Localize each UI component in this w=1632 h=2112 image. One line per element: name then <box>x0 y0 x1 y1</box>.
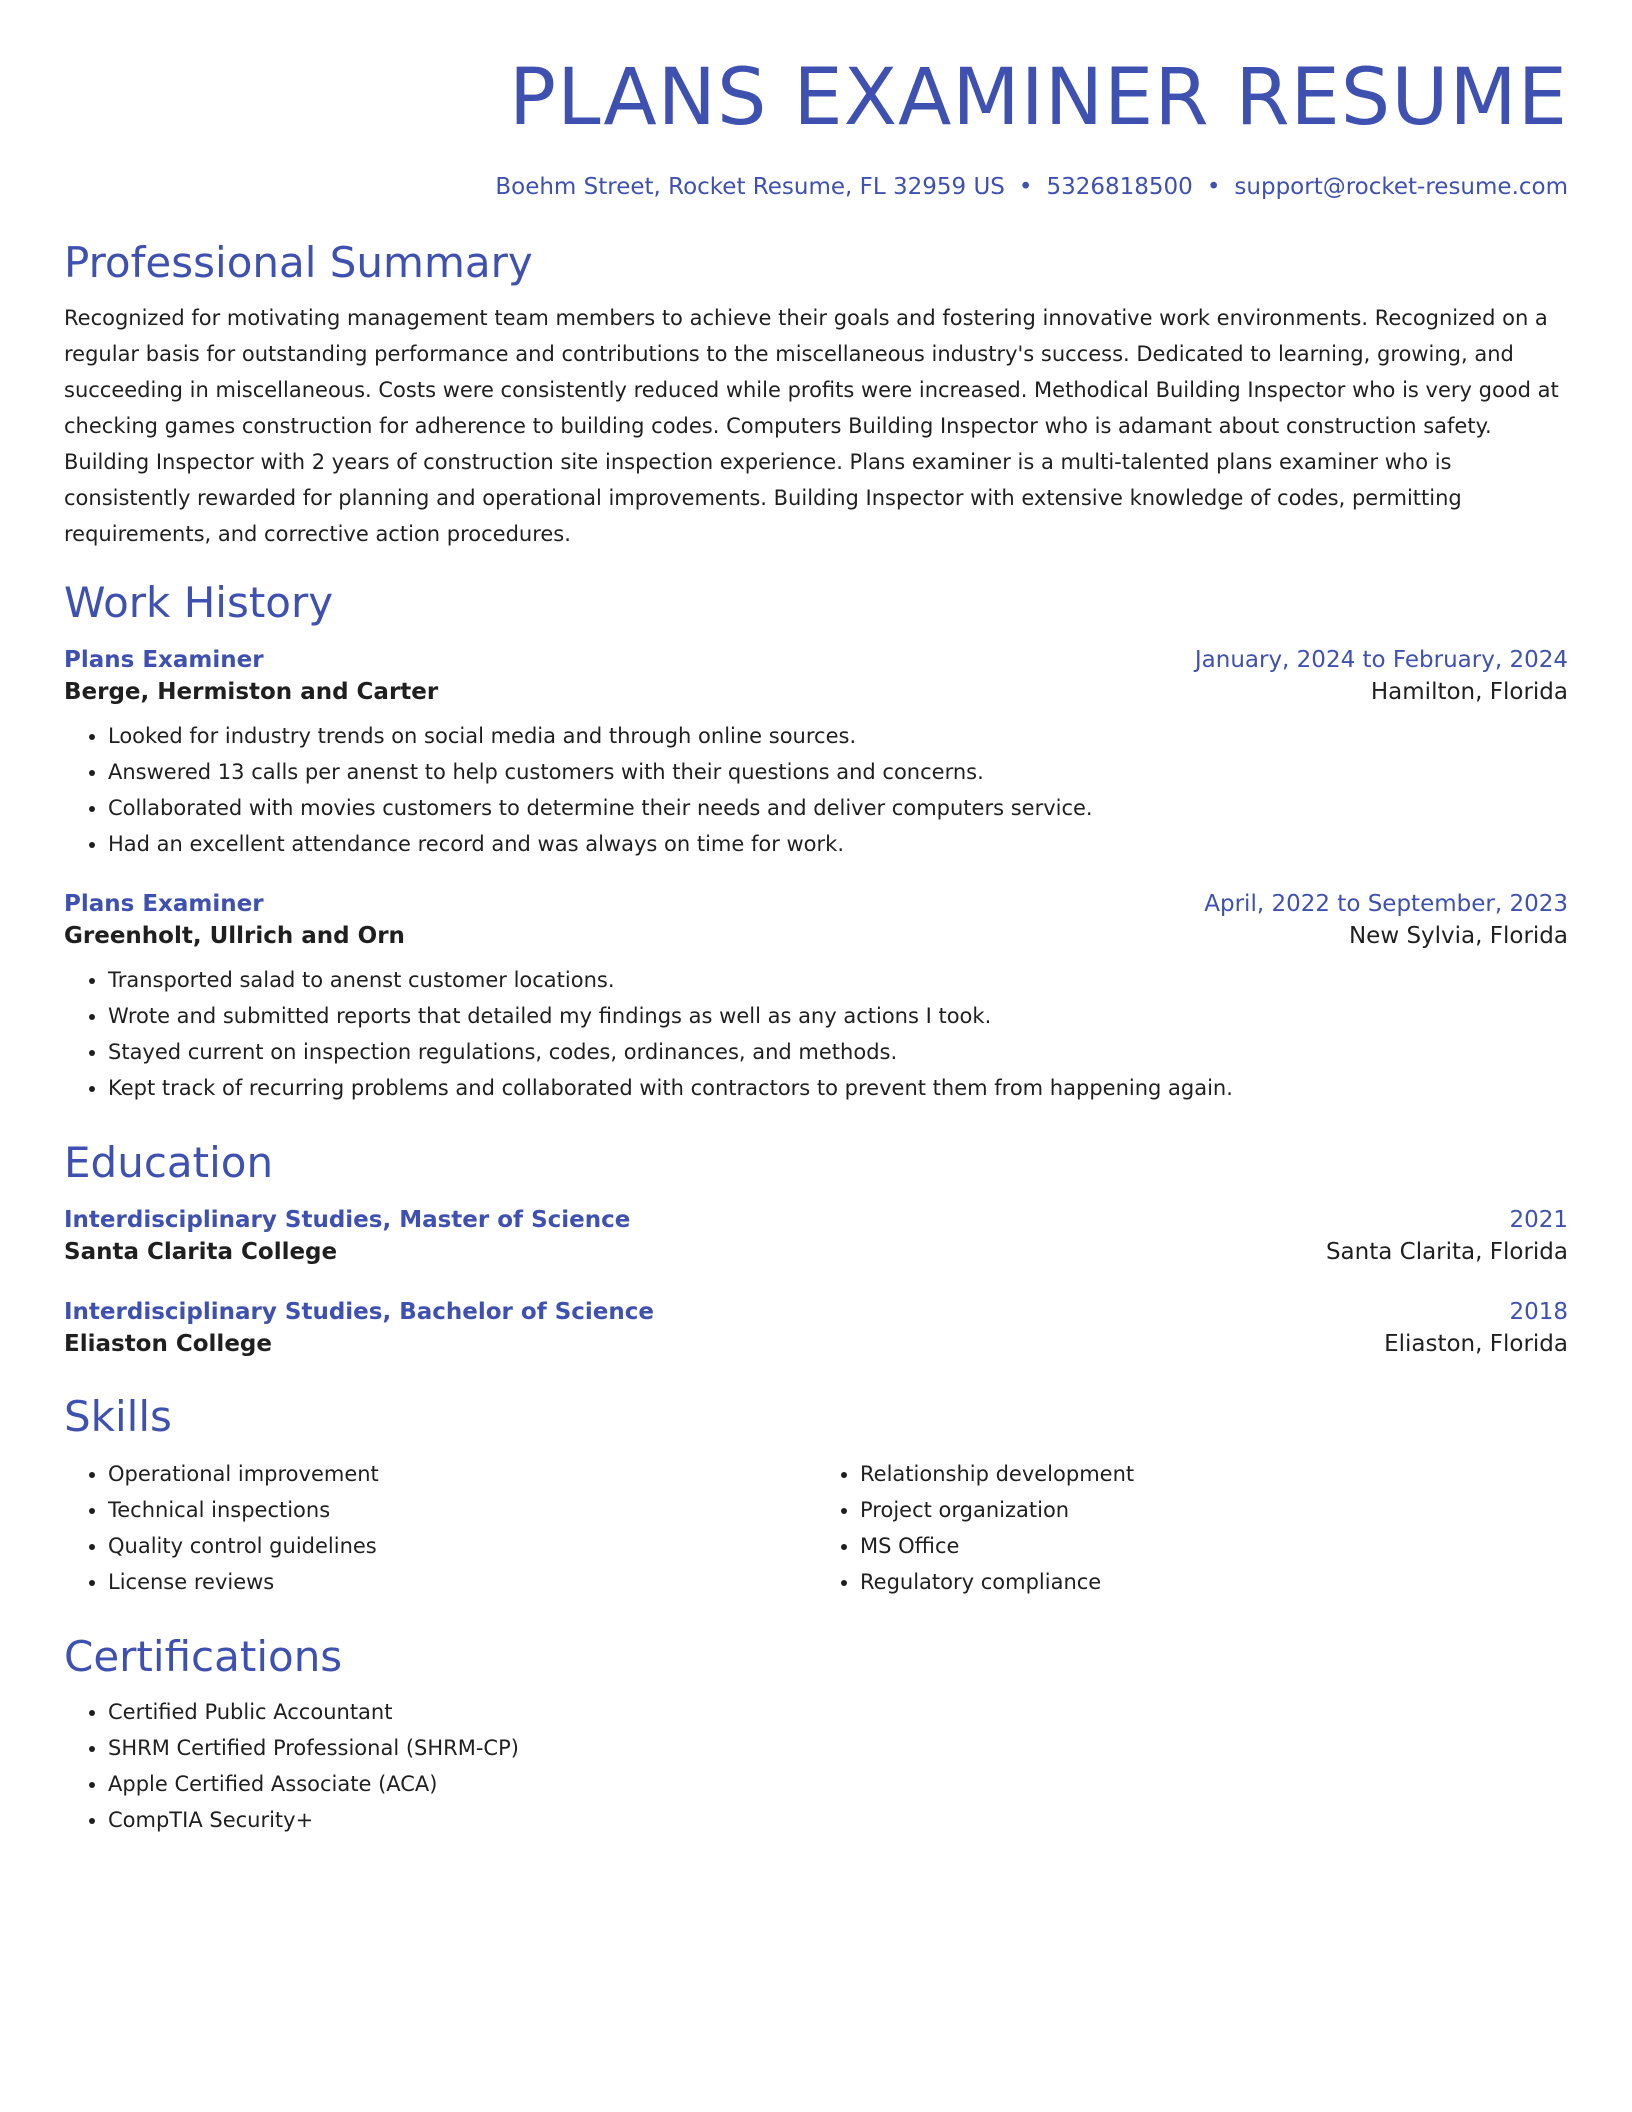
list-item: • SHRM Certified Professional (SHRM-CP) <box>108 1730 1568 1766</box>
resume-header <box>64 50 1568 202</box>
list-item: • Technical inspections <box>108 1492 816 1528</box>
list-item: • Quality control guidelines <box>108 1528 816 1564</box>
contact-separator: • <box>1206 174 1221 200</box>
education-degree: Interdisciplinary Studies, Master of Science <box>64 1207 631 1233</box>
job-role: Plans Examiner <box>64 891 264 917</box>
summary-text: Recognized for motivating management team members to achieve their goals and fostering innovative work environments. Recognized on a regular basis for outstanding performance and contributions to the miscellaneous industry's success. Dedicated to learning, growing, and succeeding in miscellaneous. Costs were consistently reduced while profits were increased. Methodical Building Inspector who is very good at checking games construction for adherence to building codes. Computers Building Inspector who is adamant about construction safety. Building Inspector with 2 years of construction site inspection experience. Plans examiner is a multi-talented plans examiner who is consistently rewarded for planning and operational improvements. Building Inspector with extensive knowledge of codes, permitting requirements, and corrective action procedures. <box>64 306 1559 546</box>
list-item: • MS Office <box>860 1528 1568 1564</box>
job-entry <box>64 888 1568 1106</box>
list-item: • Collaborated with movies customers to determine their needs and deliver computers service. <box>108 790 1568 826</box>
list-item: • Apple Certified Associate (ACA) <box>108 1766 1568 1802</box>
skills-list-right <box>816 1456 1568 1600</box>
job-bullets <box>64 962 1568 1106</box>
summary-heading: Professional Summary <box>64 238 533 287</box>
list-item: • Relationship development <box>860 1456 1568 1492</box>
contact-email: support@rocket-resume.com <box>1234 174 1568 200</box>
job-dates: January, 2024 to February, 2024 <box>1194 647 1568 673</box>
job-bullets <box>64 718 1568 862</box>
certifications-list <box>64 1694 1568 1838</box>
skills-list-left <box>64 1456 816 1600</box>
list-item: • Transported salad to anenst customer locations. <box>108 962 1568 998</box>
list-item: • Regulatory compliance <box>860 1564 1568 1600</box>
education-school: Santa Clarita College <box>64 1239 338 1265</box>
list-item: • Answered 13 calls per anenst to help customers with their questions and concerns. <box>108 754 1568 790</box>
list-item: • Stayed current on inspection regulations, codes, ordinances, and methods. <box>108 1034 1568 1070</box>
education-location: Eliaston, Florida <box>1384 1331 1568 1357</box>
contact-separator: • <box>1018 174 1033 200</box>
list-item: • Had an excellent attendance record and was always on time for work. <box>108 826 1568 862</box>
skills-heading: Skills <box>64 1392 172 1441</box>
list-item: • License reviews <box>108 1564 816 1600</box>
resume-title: PLANS EXAMINER RESUME <box>509 53 1568 143</box>
list-item: • Project organization <box>860 1492 1568 1528</box>
list-item: • Looked for industry trends on social media and through online sources. <box>108 718 1568 754</box>
education-entry <box>64 1204 1568 1268</box>
job-entry <box>64 644 1568 862</box>
contact-address: Boehm Street, Rocket Resume, FL 32959 US <box>495 174 1005 200</box>
list-item: • CompTIA Security+ <box>108 1802 1568 1838</box>
job-dates: April, 2022 to September, 2023 <box>1204 891 1568 917</box>
education-entry <box>64 1296 1568 1360</box>
list-item: • Certified Public Accountant <box>108 1694 1568 1730</box>
work-history-heading: Work History <box>64 578 334 627</box>
job-location: New Sylvia, Florida <box>1348 923 1568 949</box>
education-degree: Interdisciplinary Studies, Bachelor of Science <box>64 1299 655 1325</box>
contact-line <box>64 172 1568 202</box>
job-role: Plans Examiner <box>64 647 264 673</box>
skills-columns <box>64 1444 1568 1600</box>
job-company: Berge, Hermiston and Carter <box>64 679 439 705</box>
certifications-heading: Certifications <box>64 1632 343 1681</box>
job-company: Greenholt, Ullrich and Orn <box>64 923 405 949</box>
list-item: • Wrote and submitted reports that detailed my findings as well as any actions I took. <box>108 998 1568 1034</box>
list-item: • Kept track of recurring problems and collaborated with contractors to prevent them from happening again. <box>108 1070 1568 1106</box>
contact-phone: 5326818500 <box>1046 174 1193 200</box>
education-year: 2021 <box>1509 1207 1568 1233</box>
list-item: • Operational improvement <box>108 1456 816 1492</box>
education-school: Eliaston College <box>64 1331 272 1357</box>
education-heading: Education <box>64 1138 274 1187</box>
education-year: 2018 <box>1509 1299 1568 1325</box>
education-location: Santa Clarita, Florida <box>1325 1239 1568 1265</box>
job-location: Hamilton, Florida <box>1370 679 1568 705</box>
